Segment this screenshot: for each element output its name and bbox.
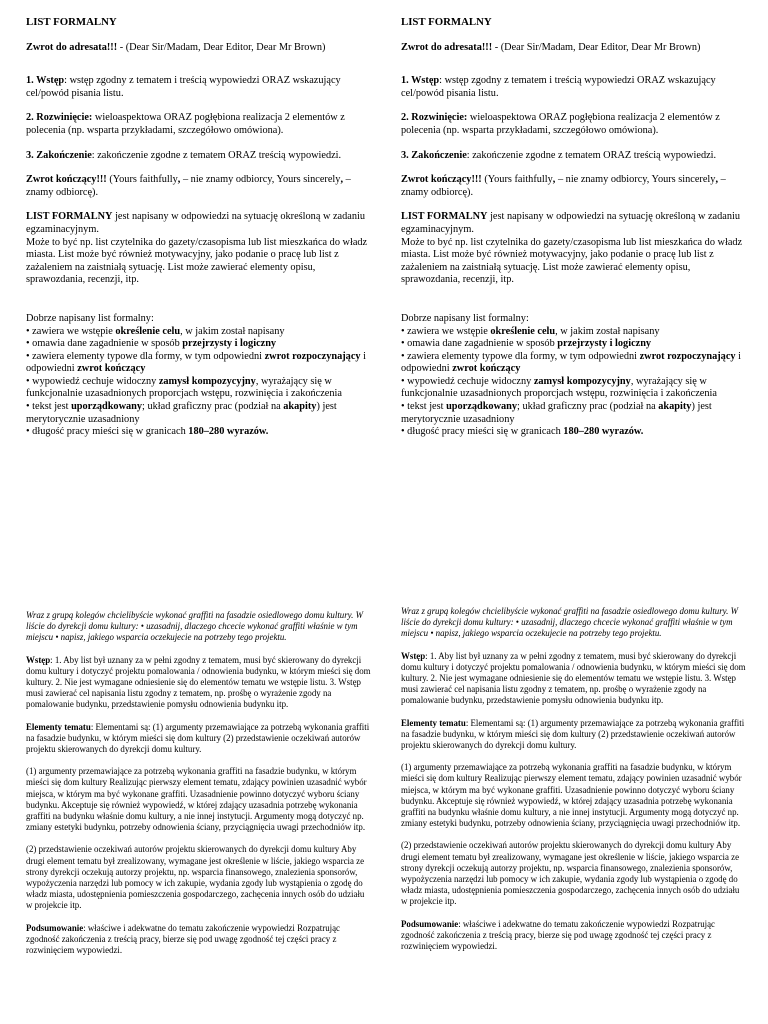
structure-intro: 1. Wstęp: wstęp zgodny z tematem i treścią wypowiedzi ORAZ wskazujący cel/powód pisania listu.: [26, 75, 341, 99]
definition-paragraph: LIST FORMALNY jest napisany w odpowiedzi na sytuację określoną w zadaniu egzaminacyjnym. Może to być np. list czytelnika do gazety/czasopisma lub list mieszkańca do władz miasta. List może być również motywacyjny, jako podanie o pracę lub list z zażaleniem na zaistniałą sytuację. List może zawierać elementy opisu, sprawozdania, recenzji, itp.: [401, 211, 743, 286]
summary-criteria: Podsumowanie: właściwe i adekwatne do tematu zakończenie wypowiedzi Rozpatrując zgodność zakończenia z treścią pracy, bierze się pod uwagę zgodność tej części pracy z rozwinięciem wypowiedzi.: [401, 918, 715, 952]
element-1-description: (1) argumenty przemawiające za potrzebą wykonania graffiti na fasadzie budynku, w którym mieści się dom kultury Realizując pierwszy element tematu, zdający powinien uzasadnić wybór miejsca, w którym ma być wykonane graffiti. Uzasadnienie powinno dotyczyć wyboru ściany budynku. Akceptuje się również wypowiedź, w której zdający uzasadnia potrzebę wykonania graffiti na budynku właśnie domu kultury, a nie innej instytucji. Argumenty mogą dotyczyć np. zmiany estetyki budynku, potrzeby odnowienia ściany, przyciągnięcia uwagi przechodniów itp.: [401, 762, 742, 829]
greeting-line: Zwrot do adresata!!! - (Dear Sir/Madam, Dear Editor, Dear Mr Brown): [26, 41, 326, 53]
greeting-line: Zwrot do adresata!!! - (Dear Sir/Madam, Dear Editor, Dear Mr Brown): [401, 41, 701, 53]
definition-paragraph: LIST FORMALNY jest napisany w odpowiedzi na sytuację określoną w zadaniu egzaminacyjnym. Może to być np. list czytelnika do gazety/czasopisma lub list mieszkańca do władz miasta. List może być również motywacyjny, jako podanie o pracę lub list z zażaleniem na zaistniałą sytuację. List może zawierać elementy opisu, sprawozdania, recenzji, itp.: [26, 211, 368, 286]
element-2-description: (2) przedstawienie oczekiwań autorów projektu skierowanych do dyrekcji domu kultury Aby drugi element tematu był zrealizowany, wymagane jest określenie w liście, jakiego wsparcia ze strony dyrekcji oczekują autorzy projektu, np. wsparcia finansowego, znalezienia sponsorów, wypożyczenia narzędzi lub pomocy w ich zakupie, wydania zgody lub wystąpienia o zgodę do władz miasta, udostępnienia pomieszczenia gospodarczego, zachęcenia innych osób do udziału w projekcie itp.: [26, 844, 365, 911]
task-prompt: Wraz z grupą kolegów chcielibyście wykonać graffiti na fasadzie osiedlowego domu kultury. W liście do dyrekcji domu kultury: • uzasadnij, dlaczego chcecie wykonać graffiti właśnie w tym miejscu • napisz, jakiego wsparcia oczekujecie na potrzeby tego projektu.: [26, 610, 363, 643]
page-title: LIST FORMALNY: [26, 16, 117, 28]
checklist: Dobrze napisany list formalny: • zawiera we wstępie określenie celu, w jakim został napisany • omawia dane zagadnienie w sposób przejrzysty i logiczny • zawiera elementy typowe dla formy, w tym odpowiedni zwrot rozpoczynający i odpowiedni zwrot kończący • wypowiedź cechuje widoczny zamysł kompozycyjny, wyrażający się w funkcjonalnie uzasadnionych proporcjach wstępu, rozwinięcia i zakończenia • tekst jest uporządkowany; układ graficzny prac (podział na akapity) jest merytorycznie uzasadniony • długość pracy mieści się w granicach 180–280 wyrazów.: [26, 312, 366, 438]
lower-right-column: [401, 606, 747, 952]
structure-ending: 3. Zakończenie: zakończenie zgodne z tematem ORAZ treścią wypowiedzi.: [26, 149, 342, 161]
checklist: Dobrze napisany list formalny: • zawiera we wstępie określenie celu, w jakim został napisany • omawia dane zagadnienie w sposób przejrzysty i logiczny • zawiera elementy typowe dla formy, w tym odpowiedni zwrot rozpoczynający i odpowiedni zwrot kończący • wypowiedź cechuje widoczny zamysł kompozycyjny, wyrażający się w funkcjonalnie uzasadnionych proporcjach wstępu, rozwinięcia i zakończenia • tekst jest uporządkowany; układ graficzny prac (podział na akapity) jest merytorycznie uzasadniony • długość pracy mieści się w granicach 180–280 wyrazów.: [401, 312, 741, 438]
intro-criteria: Wstęp: 1. Aby list był uznany za w pełni zgodny z tematem, musi być skierowany do dyrekcji domu kultury i dotyczyć projektu pomalowania / odnowienia budynku, w którym mieści się dom kultury. 2. Nie jest wymagane odniesienie się do elementów tematu we wstępie listu. 3. Wstęp musi zawierać cel napisania listu zgodny z tematem, np. prośbę o wyrażenie zgody na pomalowanie budynku, przedstawienie pomysłu odnowienia budynku itp.: [401, 650, 746, 706]
intro-criteria: Wstęp: 1. Aby list był uznany za w pełni zgodny z tematem, musi być skierowany do dyrekcji domu kultury i dotyczyć projektu pomalowania / odnowienia budynku, w którym mieści się dom kultury. 2. Nie jest wymagane odniesienie się do elementów tematu we wstępie listu. 3. Wstęp musi zawierać cel napisania listu zgodny z tematem, np. prośbę o wyrażenie zgody na pomalowanie budynku, przedstawienie pomysłu odnowienia budynku itp.: [26, 654, 371, 710]
task-prompt: Wraz z grupą kolegów chcielibyście wykonać graffiti na fasadzie osiedlowego domu kultury. W liście do dyrekcji domu kultury: • uzasadnij, dlaczego chcecie wykonać graffiti właśnie w tym miejscu • napisz, jakiego wsparcia oczekujecie na potrzeby tego projektu.: [401, 606, 738, 639]
page-title: LIST FORMALNY: [401, 16, 492, 28]
structure-ending: 3. Zakończenie: zakończenie zgodne z tematem ORAZ treścią wypowiedzi.: [401, 149, 717, 161]
elements-criteria: Elementy tematu: Elementami są: (1) argumenty przemawiające za potrzebą wykonania graffiti na fasadzie budynku, w którym mieści się dom kultury (2) przedstawienie oczekiwań autorów projektu skierowanych do dyrekcji domu kultury.: [26, 721, 370, 755]
element-1-description: (1) argumenty przemawiające za potrzebą wykonania graffiti na fasadzie budynku, w którym mieści się dom kultury Realizując pierwszy element tematu, zdający powinien uzasadnić wybór miejsca, w którym ma być wykonane graffiti. Uzasadnienie powinno dotyczyć wyboru ściany budynku. Akceptuje się również wypowiedź, w której zdający uzasadnia potrzebę wykonania graffiti na budynku właśnie domu kultury, a nie innej instytucji. Argumenty mogą dotyczyć np. zmiany estetyki budynku, potrzeby odnowienia ściany, przyciągnięcia uwagi przechodniów itp.: [26, 766, 367, 833]
element-2-description: (2) przedstawienie oczekiwań autorów projektu skierowanych do dyrekcji domu kultury Aby drugi element tematu był zrealizowany, wymagane jest określenie w liście, jakiego wsparcia ze strony dyrekcji oczekują autorzy projektu, np. wsparcia finansowego, znalezienia sponsorów, wypożyczenia narzędzi lub pomocy w ich zakupie, wydania zgody lub wystąpienia o zgodę do władz miasta, udostępnienia pomieszczenia gospodarczego, zachęcenia innych osób do udziału w projekcie itp.: [401, 840, 740, 907]
structure-body: 2. Rozwinięcie: wieloaspektowa ORAZ pogłębiona realizacja 2 elementów z polecenia (np. wsparta przykładami, szczegółowo omówiona).: [26, 112, 345, 136]
lower-left-column: [26, 610, 372, 956]
closing-line: Zwrot kończący!!! (Yours faithfully, – nie znamy odbiorcy, Yours sincerely, – znamy odbiorcę).: [401, 174, 726, 198]
upper-right-column: [401, 16, 747, 439]
upper-left-column: [26, 16, 372, 439]
summary-criteria: Podsumowanie: właściwe i adekwatne do tematu zakończenie wypowiedzi Rozpatrując zgodność zakończenia z treścią pracy, bierze się pod uwagę zgodność tej części pracy z rozwinięciem wypowiedzi.: [26, 922, 340, 956]
closing-line: Zwrot kończący!!! (Yours faithfully, – nie znamy odbiorcy, Yours sincerely, – znamy odbiorcę).: [26, 174, 351, 198]
elements-criteria: Elementy tematu: Elementami są: (1) argumenty przemawiające za potrzebą wykonania graffiti na fasadzie budynku, w którym mieści się dom kultury (2) przedstawienie oczekiwań autorów projektu skierowanych do dyrekcji domu kultury.: [401, 717, 745, 751]
structure-intro: 1. Wstęp: wstęp zgodny z tematem i treścią wypowiedzi ORAZ wskazujący cel/powód pisania listu.: [401, 75, 716, 99]
structure-body: 2. Rozwinięcie: wieloaspektowa ORAZ pogłębiona realizacja 2 elementów z polecenia (np. wsparta przykładami, szczegółowo omówiona).: [401, 112, 720, 136]
